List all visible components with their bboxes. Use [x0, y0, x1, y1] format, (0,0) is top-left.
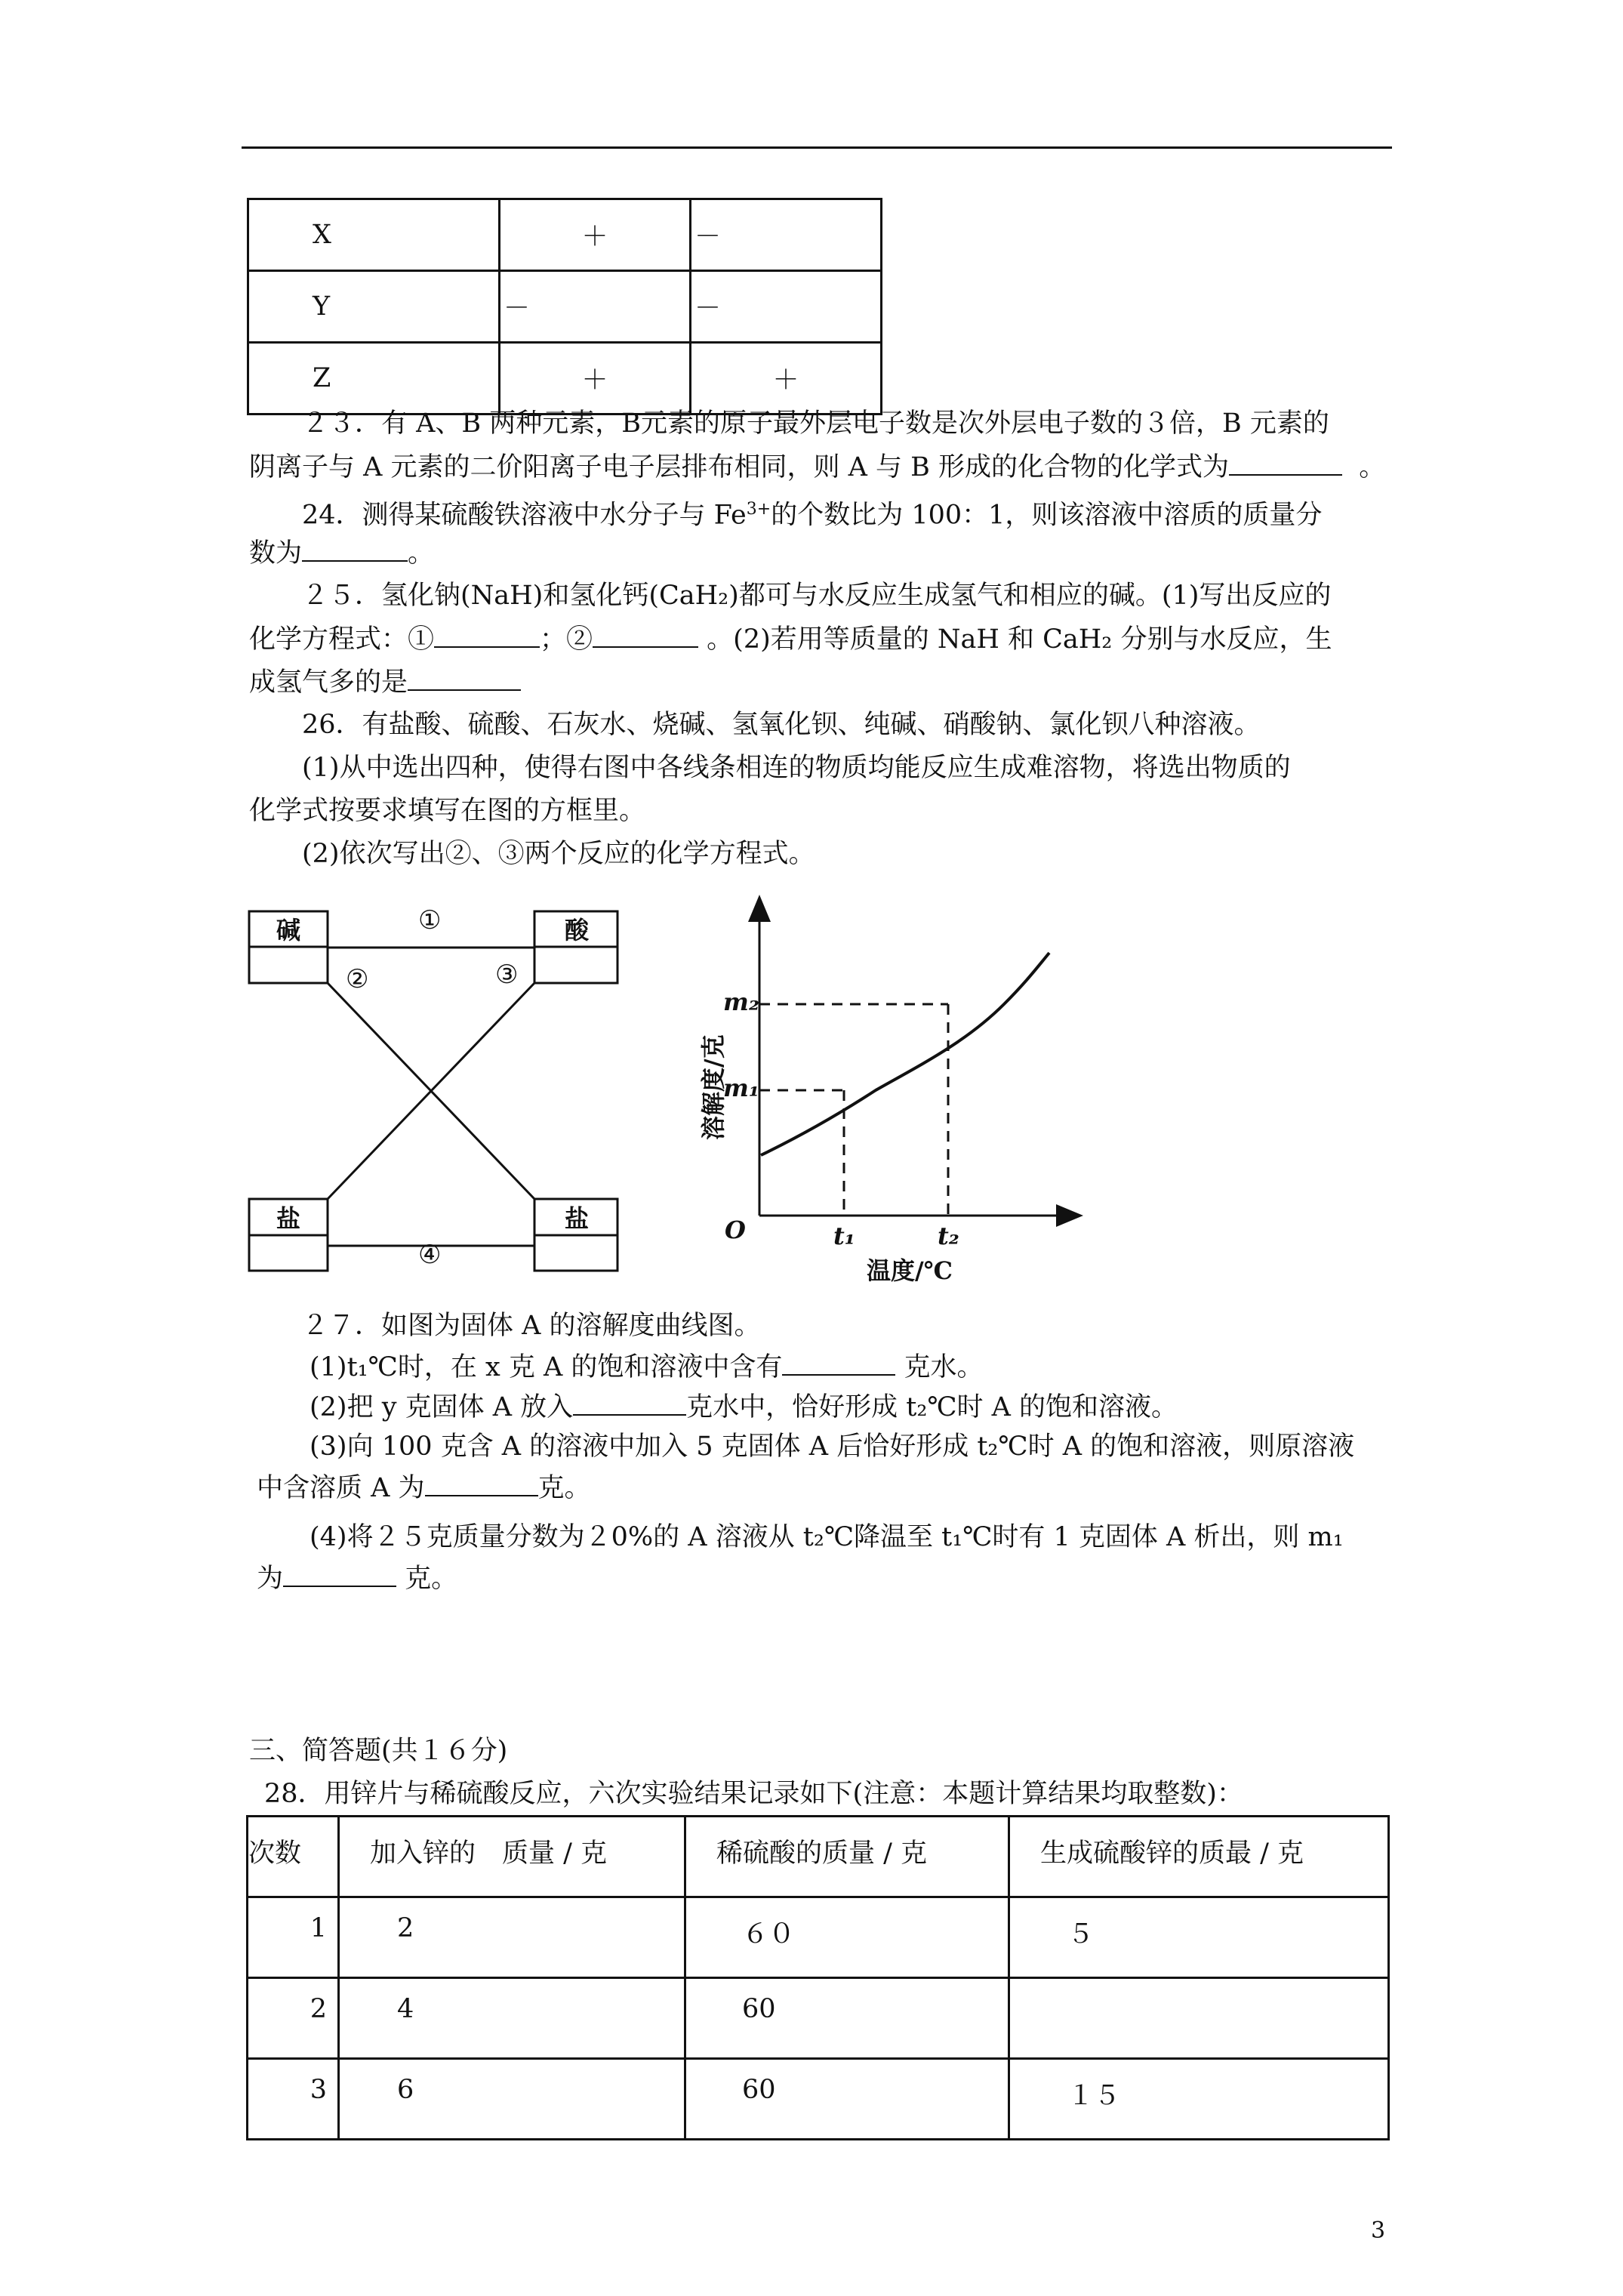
q25-line1: ２５．氢化钠(NaH)和氢化钙(CaH₂)都可与水反应生成氢气和相应的碱。(1)写出反应的: [302, 581, 1332, 611]
q23-line2: 阴离子与 A 元素的二价阳离子电子层排布相同，则 A 与 B 形成的化合物的化学式为 。: [249, 452, 1386, 482]
y-tick-m2: m₂: [723, 988, 759, 1016]
x-tick-t2: t₂: [938, 1222, 959, 1250]
q25-line2: 化学方程式：① ；② 。(2)若用等质量的 NaH 和 CaH₂ 分别与水反应，生: [249, 624, 1332, 655]
reaction-table: [247, 198, 882, 415]
solubility-chart: [694, 883, 1087, 1306]
reaction-diagram: [242, 891, 664, 1299]
x-tick-t1: t₁: [833, 1222, 855, 1250]
q27-line7: 为 克。: [257, 1564, 458, 1594]
q27-line4: (3)向 100 克含 A 的溶液中加入 5 克固体 A 后恰好形成 t₂℃时 A 的饱和溶液，则原溶液: [310, 1432, 1355, 1462]
edge-label-2: ②: [346, 964, 369, 994]
header-rule: [242, 146, 1392, 149]
q24-line2: 数为 。: [249, 538, 435, 569]
q23-line1: ２３．有 A、B 两种元素，B元素的原子最外层电子数是次外层电子数的３倍，B 元素的: [302, 408, 1329, 439]
edge-label-1: ①: [418, 905, 442, 935]
label-salt-right: 盐: [565, 1204, 590, 1233]
table-row: 1 2 ６０ ５: [248, 1897, 1389, 1978]
answer-blank[interactable]: [283, 1563, 396, 1587]
answer-blank[interactable]: [573, 1391, 686, 1416]
q26-line4: (2)依次写出②、③两个反应的化学方程式。: [302, 839, 815, 869]
y-tick-m1: m₁: [723, 1074, 759, 1102]
q27-line3: (2)把 y 克固体 A 放入 克水中，恰好形成 t₂℃时 A 的饱和溶液。: [310, 1392, 1178, 1422]
answer-blank[interactable]: [425, 1472, 538, 1496]
x-tick-origin: O: [725, 1216, 746, 1244]
label-base: 碱: [276, 916, 301, 945]
edge-label-3: ③: [495, 960, 519, 990]
y-axis-label: 溶解度/克: [699, 1034, 728, 1140]
table-row: 2 4 60: [248, 1978, 1389, 2059]
q26-line3: 化学式按要求填写在图的方框里。: [249, 796, 646, 826]
edge-label-4: ④: [418, 1240, 442, 1270]
table-row: Y － －: [248, 271, 882, 343]
answer-blank[interactable]: [434, 624, 540, 648]
table-header-row: 次数 加入锌的 质量 / 克 稀硫酸的质量 / 克 生成硫酸锌的质最 / 克: [248, 1817, 1389, 1897]
page-number: 3: [1371, 2217, 1386, 2244]
answer-blank[interactable]: [408, 667, 521, 691]
q27-line6: (4)将２５克质量分数为２0%的 A 溶液从 t₂℃降温至 t₁℃时有 1 克固体 A 析出，则 m₁: [310, 1522, 1344, 1552]
answer-blank[interactable]: [302, 538, 408, 562]
x-axis-label: 温度/℃: [867, 1256, 953, 1285]
table-row: X ＋ －: [248, 199, 882, 271]
answer-blank[interactable]: [1229, 451, 1342, 476]
solubility-curve: [761, 953, 1049, 1155]
section-heading: 三、简答题(共１６分): [249, 1736, 508, 1766]
q27-line1: ２７．如图为固体 A 的溶解度曲线图。: [302, 1311, 761, 1341]
q25-line3: 成氢气多的是: [249, 667, 521, 698]
answer-blank[interactable]: [782, 1351, 895, 1376]
q28-line1: 28．用锌片与稀硫酸反应，六次实验结果记录如下(注意：本题计算结果均取整数)：: [264, 1779, 1243, 1809]
q27-line2: (1)t₁℃时，在 x 克 A 的饱和溶液中含有 克水。: [310, 1352, 984, 1382]
zinc-experiment-table: [246, 1815, 1390, 2140]
q24-line1: 24．测得某硫酸铁溶液中水分子与 $Fe^{3+}$的个数比为 100：1，则该溶液中溶质的质量分: [302, 500, 1323, 531]
table-row: 3 6 60 １５: [248, 2059, 1389, 2140]
q27-line5: 中含溶质 A 为 克。: [257, 1473, 591, 1503]
answer-blank[interactable]: [593, 624, 698, 648]
label-acid: 酸: [565, 916, 590, 945]
q26-line2: (1)从中选出四种，使得右图中各线条相连的物质均能反应生成难溶物，将选出物质的: [302, 753, 1291, 783]
q26-line1: 26．有盐酸、硫酸、石灰水、烧碱、氢氧化钡、纯碱、硝酸钠、氯化钡八种溶液。: [302, 710, 1261, 740]
table-row: Z ＋ ＋: [248, 343, 882, 415]
label-salt-left: 盐: [276, 1204, 301, 1233]
